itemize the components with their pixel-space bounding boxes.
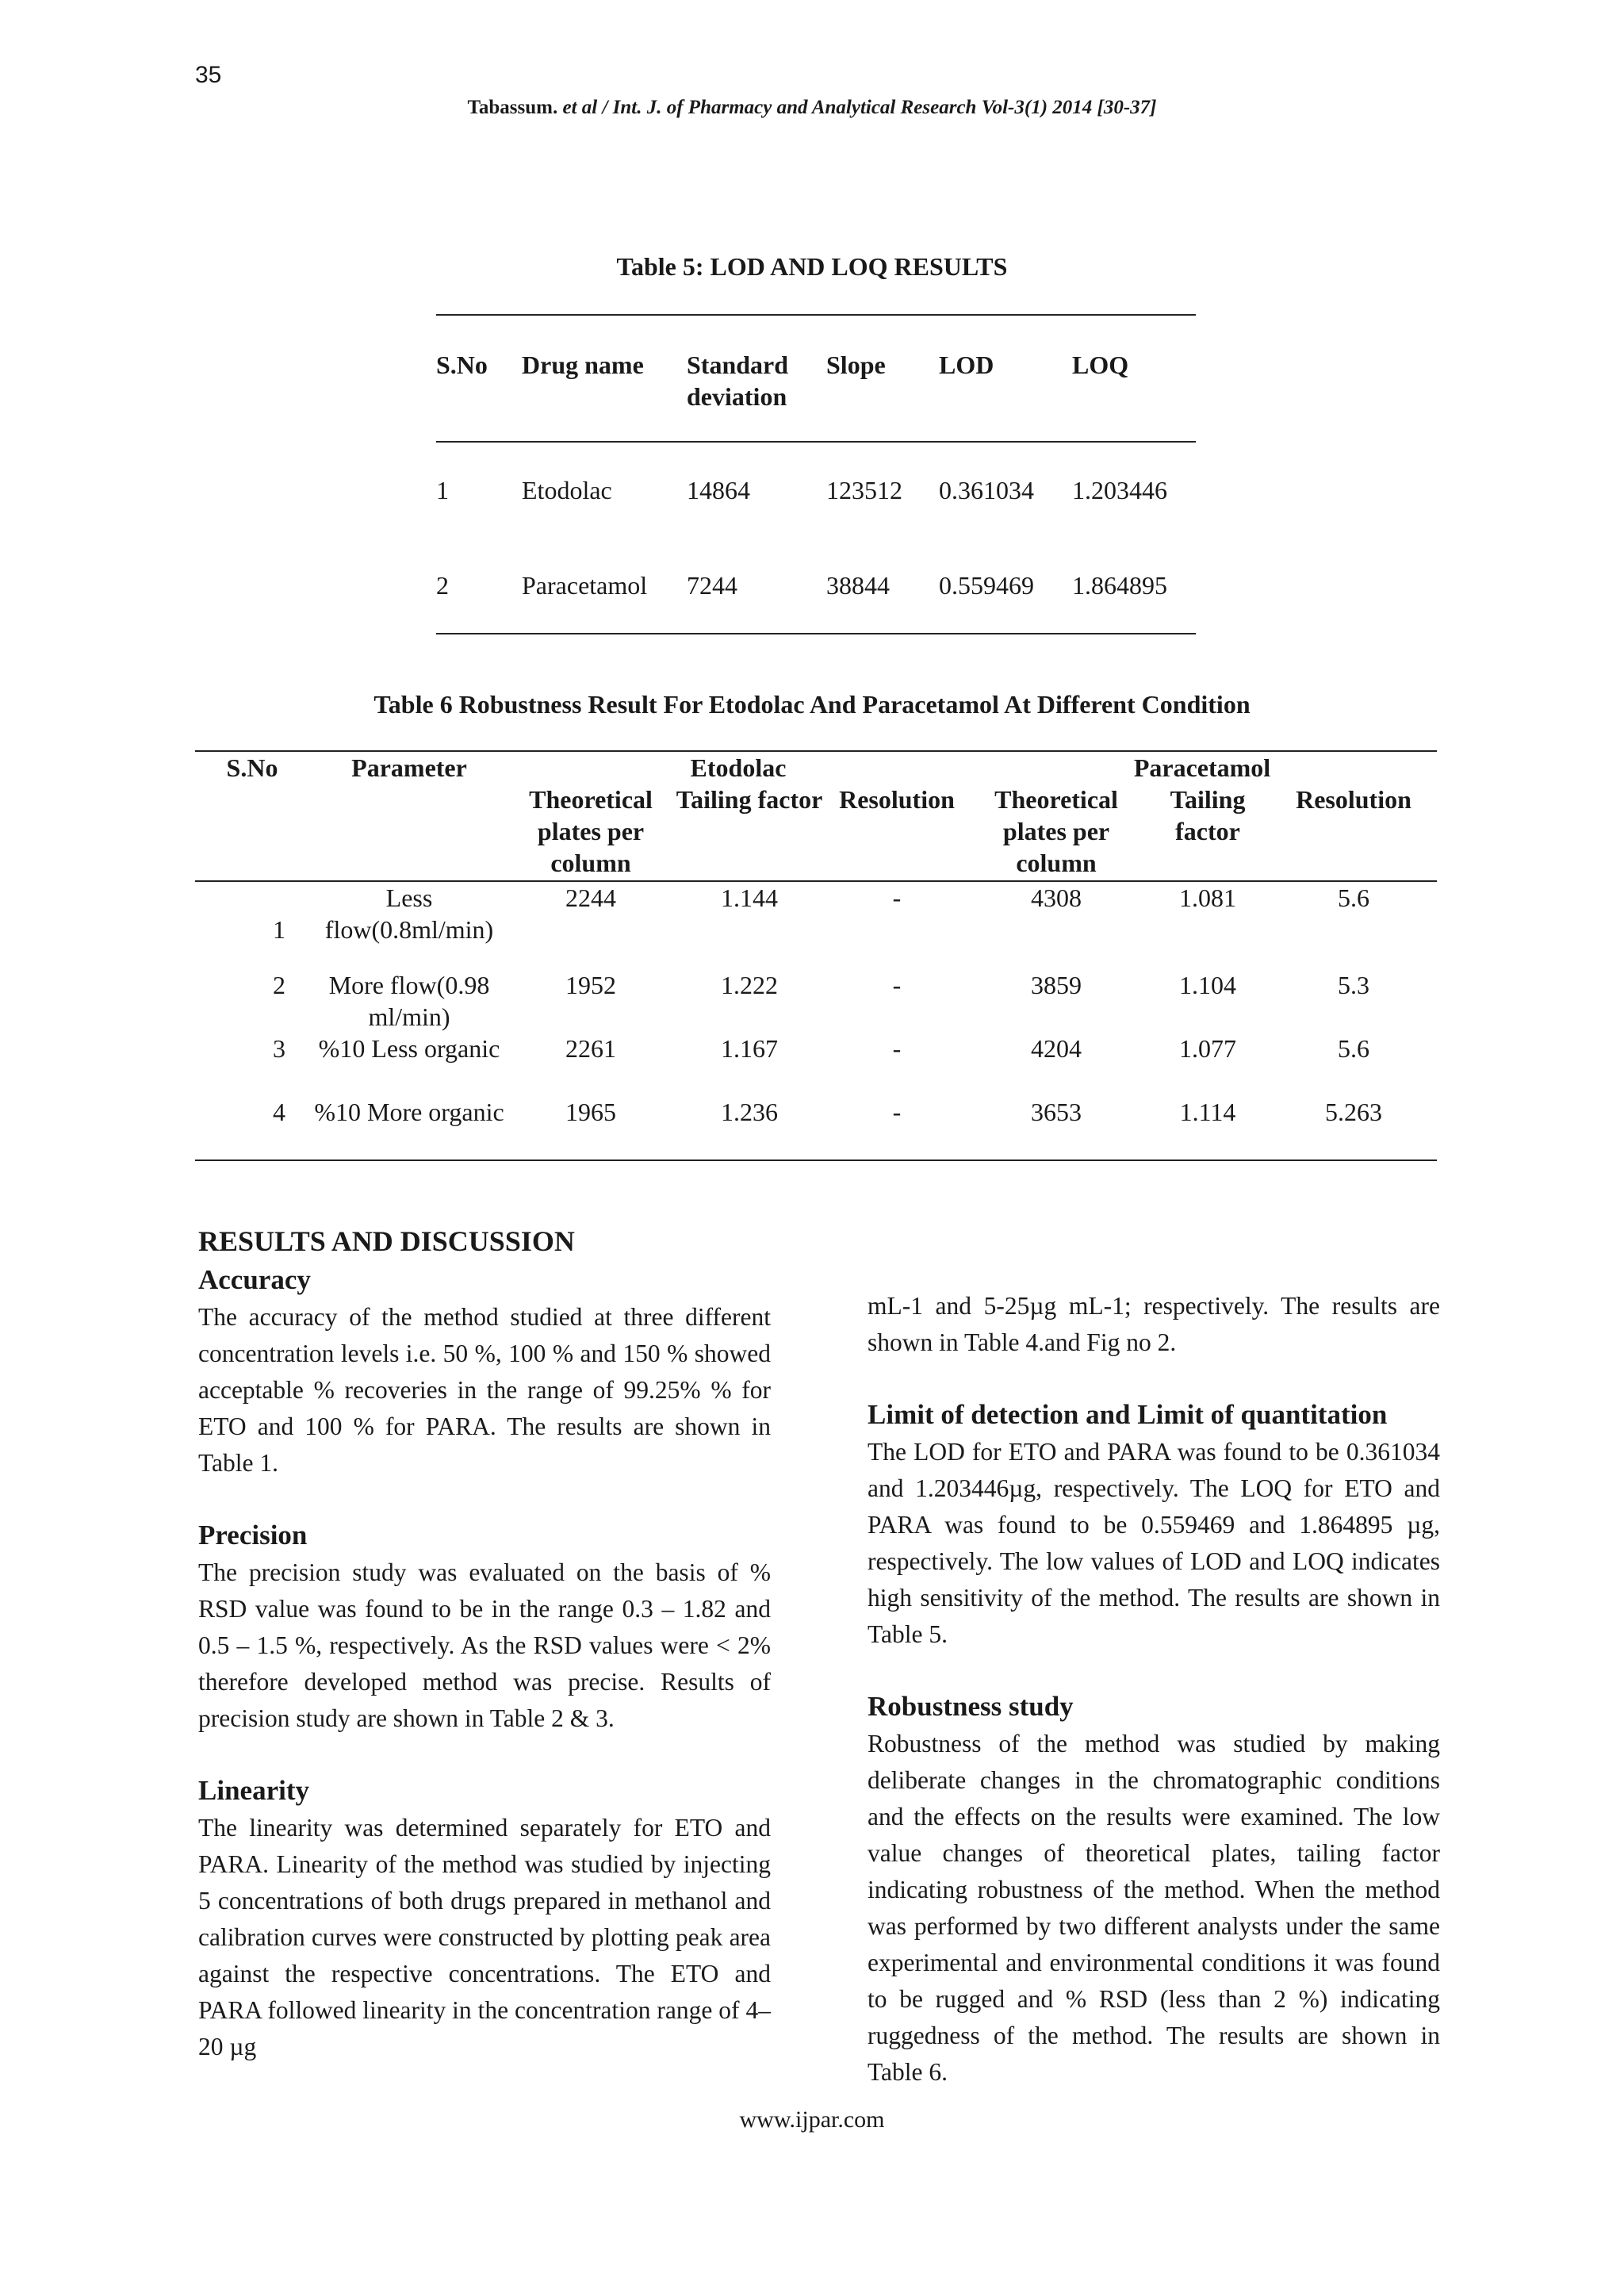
- table6-col-para-tailing: Tailing factor: [1170, 785, 1246, 845]
- table5-cell: Paracetamol: [522, 570, 648, 600]
- table6-col-eto-resolution: Resolution: [839, 785, 955, 814]
- table5-cell: 1.864895: [1072, 570, 1167, 600]
- table6-cell: 1.081: [1179, 884, 1236, 912]
- table5-cell: 7244: [687, 570, 737, 600]
- table-row: [195, 1033, 1437, 1096]
- table5-cell: 2: [436, 570, 449, 600]
- table6-cell: 5.263: [1325, 1098, 1382, 1126]
- table6-col-para-resolution: Resolution: [1296, 785, 1411, 814]
- table6-col-sno: S.No: [226, 753, 278, 782]
- section-title-results: RESULTS AND DISCUSSION: [198, 1225, 575, 1257]
- table6-cell: 1.114: [1179, 1098, 1236, 1126]
- table5-col-lod: LOD: [939, 351, 994, 379]
- text-column-left: [198, 1221, 771, 2065]
- table5-cell: 123512: [826, 475, 902, 504]
- table6-cell: 1.104: [1179, 971, 1236, 999]
- table5-cell: Etodolac: [522, 475, 612, 504]
- table6-col-parameter: Parameter: [351, 753, 467, 782]
- table6-col-para-plates: Theoretical plates per column: [994, 785, 1118, 877]
- table-row: [195, 1096, 1437, 1160]
- table5-caption: Table 5: LOD AND LOQ RESULTS: [616, 252, 1008, 281]
- paragraph-accuracy: The accuracy of the method studied at three different concentration levels i.e. 50 %, 100 % and 150 % showed acceptable % recoveries in the range of 99.25% % for ETO and 100 % for PARA. The results are shown in Table 1.: [198, 1303, 771, 1477]
- heading-linearity: Linearity: [198, 1775, 309, 1806]
- table6-parameter: More flow(0.98 ml/min): [328, 971, 490, 1031]
- paragraph-precision: The precision study was evaluated on the basis of % RSD value was found to be in the range 0.3 – 1.82 and 0.5 – 1.5 %, respectively. As the RSD values were < 2% therefore developed method was precise. Results of precision study are shown in Table 2 & 3.: [198, 1558, 771, 1732]
- table6-cell: 1.077: [1179, 1034, 1236, 1063]
- heading-robustness: Robustness study: [868, 1691, 1074, 1722]
- table6-sno: 4: [273, 1098, 285, 1126]
- table6-sub-header-row: [195, 784, 1437, 881]
- table6-cell: 1.236: [721, 1098, 778, 1126]
- table6-sno: 2: [273, 971, 285, 999]
- table-row: [436, 442, 1196, 538]
- heading-lod-loq: Limit of detection and Limit of quantitation: [868, 1399, 1388, 1430]
- text-column-right: [868, 1288, 1440, 2091]
- running-header-journal: et al / Int. J. of Pharmacy and Analytical Research Vol-3(1) 2014 [30-37]: [562, 97, 1157, 118]
- table6-cell: 1952: [565, 971, 616, 999]
- table6-robustness: [195, 750, 1437, 1161]
- table-row: [195, 945, 1437, 1033]
- table6-cell: 5.3: [1338, 971, 1369, 999]
- heading-precision: Precision: [198, 1520, 308, 1550]
- table6-group-header-row: [195, 751, 1437, 784]
- table-row: [195, 881, 1437, 945]
- table6-cell: 5.6: [1338, 1034, 1369, 1063]
- table6-cell: 3859: [1031, 971, 1082, 999]
- table5-cell: 0.559469: [939, 570, 1034, 600]
- table6-col-eto-plates: Theoretical plates per column: [529, 785, 653, 877]
- table6-cell: -: [892, 1098, 902, 1126]
- paragraph-lod-loq: The LOD for ETO and PARA was found to be 0.361034 and 1.203446µg, respectively. The LOQ for ETO and PARA was found to be 0.559469 and 1.864895 µg, respectively. The low values of LOD and LOQ indicates high sensitivity of the method. The results are shown in Table 5.: [868, 1438, 1440, 1648]
- table6-cell: 2261: [565, 1034, 616, 1063]
- running-header: [0, 97, 1624, 119]
- table6-cell: 1.222: [721, 971, 778, 999]
- table6-cell: 1.144: [721, 884, 778, 912]
- table6-sno: 1: [273, 915, 285, 944]
- table6-cell: 1.167: [721, 1034, 778, 1063]
- table6-group-paracetamol: Paracetamol: [1133, 753, 1271, 782]
- table6-cell: -: [892, 1034, 902, 1063]
- footer-url: www.ijpar.com: [739, 2106, 885, 2133]
- table5-cell: 14864: [687, 475, 750, 504]
- heading-accuracy: Accuracy: [198, 1264, 311, 1295]
- paragraph-linearity: The linearity was determined separately for ETO and PARA. Linearity of the method was studied by injecting 5 concentrations of both drugs prepared in methanol and calibration curves were constructed by plotting peak area against the respective concentrations. The ETO and PARA followed linearity in the concentration range of 4– 20 µg: [198, 1814, 771, 2060]
- table6-cell: 4308: [1031, 884, 1082, 912]
- table5-cell: 1.203446: [1072, 475, 1167, 504]
- table6-sno: 3: [273, 1034, 285, 1063]
- table-row: [436, 538, 1196, 634]
- running-header-authors: Tabassum.: [467, 97, 563, 118]
- table6-cell: -: [892, 884, 902, 912]
- table5-lod-loq: [436, 314, 1196, 634]
- table6-parameter: Less flow(0.8ml/min): [324, 884, 494, 944]
- table6-cell: 1965: [565, 1098, 616, 1126]
- paragraph-linearity-continued: mL-1 and 5-25µg mL-1; respectively. The results are shown in Table 4.and Fig no 2.: [868, 1292, 1440, 1356]
- table5-col-drug-name: Drug name: [522, 351, 644, 379]
- paragraph-robustness: Robustness of the method was studied by making deliberate changes in the chromatographic conditions and the effects on the results were examined. The low value changes of theoretical plates, tailing factor indicating robustness of the method. When the method was performed by two different analysts under the same experimental and environmental conditions it was found to be rugged and % RSD (less than 2 %) indicating ruggedness of the method. The results are shown in Table 6.: [868, 1730, 1440, 2086]
- table5-col-std-dev: Standard deviation: [687, 351, 789, 411]
- table5-col-slope: Slope: [826, 351, 886, 379]
- table5-cell: 38844: [826, 570, 890, 600]
- table5-header-row: [436, 315, 1196, 442]
- table5-cell: 0.361034: [939, 475, 1034, 504]
- table6-col-eto-tailing: Tailing factor: [676, 785, 823, 814]
- table6-cell: 5.6: [1338, 884, 1369, 912]
- table6-cell: -: [892, 971, 902, 999]
- table5-cell: 1: [436, 475, 449, 504]
- table6-group-etodolac: Etodolac: [690, 753, 787, 782]
- table6-parameter: %10 More organic: [314, 1098, 504, 1126]
- table5-col-sno: S.No: [436, 351, 488, 379]
- table5-col-loq: LOQ: [1072, 351, 1129, 379]
- table6-cell: 3653: [1031, 1098, 1082, 1126]
- table6-parameter: %10 Less organic: [318, 1034, 500, 1063]
- table6-caption: Table 6 Robustness Result For Etodolac And Paracetamol At Different Condition: [373, 690, 1251, 719]
- page-number: 35: [195, 62, 222, 88]
- table6-cell: 2244: [565, 884, 616, 912]
- table6-cell: 4204: [1031, 1034, 1082, 1063]
